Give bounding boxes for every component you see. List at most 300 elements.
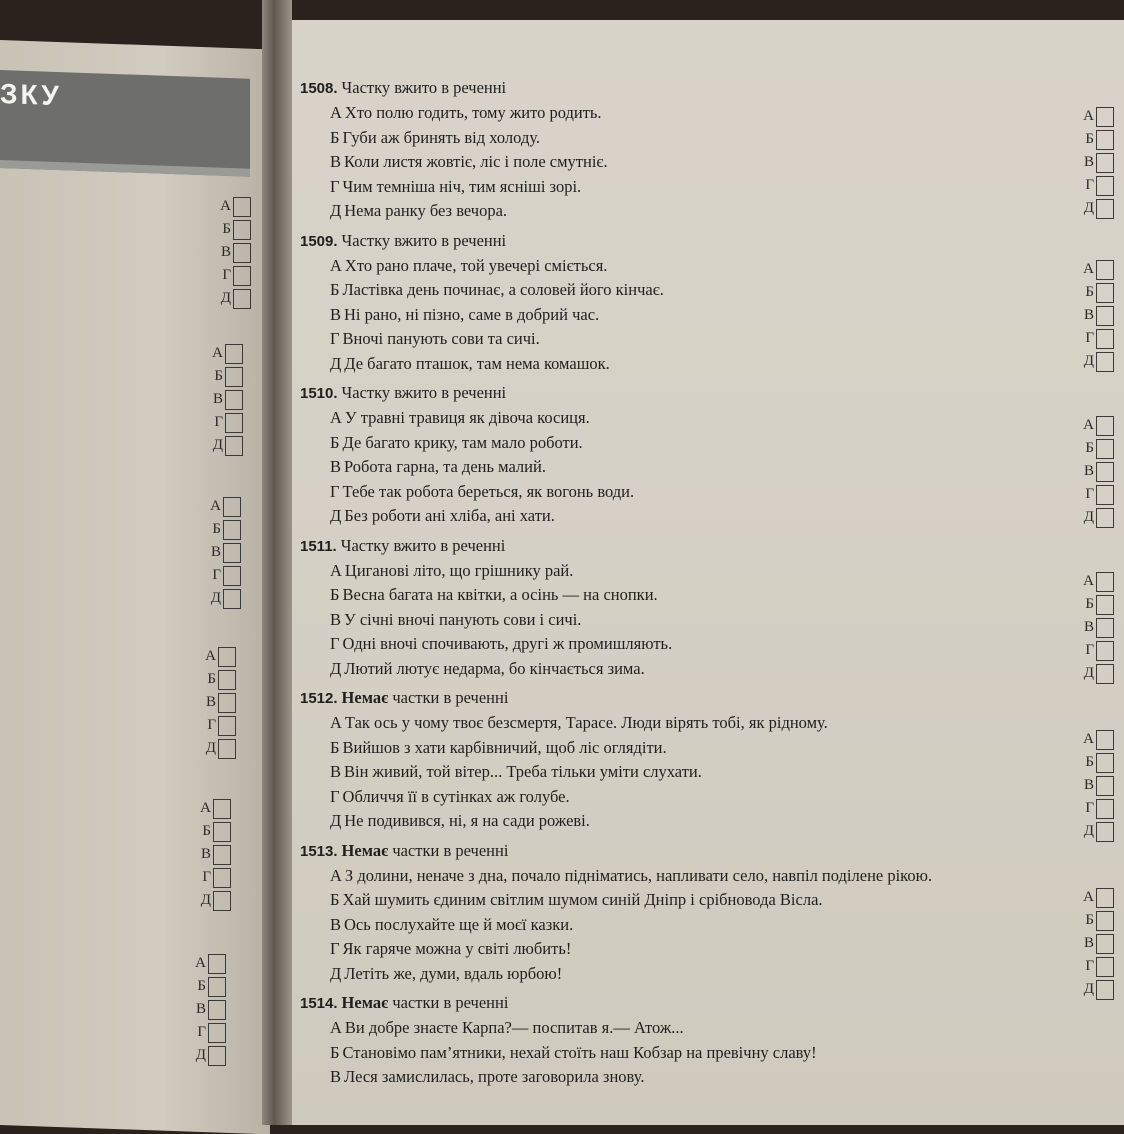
answer-option bbox=[300, 785, 1020, 810]
answer-checkbox[interactable] bbox=[223, 566, 241, 586]
answer-checkbox[interactable] bbox=[1096, 352, 1114, 372]
question-header bbox=[300, 685, 1020, 711]
answer-choice[interactable] bbox=[210, 365, 243, 388]
answer-checkbox[interactable] bbox=[218, 739, 236, 759]
answer-checkbox[interactable] bbox=[218, 716, 236, 736]
option-letter: Б bbox=[330, 127, 340, 147]
answer-choice[interactable] bbox=[218, 195, 251, 218]
answer-choice[interactable] bbox=[193, 998, 226, 1021]
answer-option bbox=[300, 913, 1020, 938]
answer-letter: Д bbox=[1083, 509, 1094, 525]
question-5 bbox=[300, 838, 1020, 987]
answer-letter: Д bbox=[200, 892, 211, 908]
option-letter: В bbox=[330, 914, 342, 934]
answer-checkbox[interactable] bbox=[1096, 957, 1114, 977]
answer-checkbox[interactable] bbox=[1096, 283, 1114, 303]
option-text: Вийшов з хати карбівничий, щоб ліс оглядіти. bbox=[342, 737, 667, 757]
question-number: 1513. bbox=[300, 842, 338, 860]
option-text: Тебе так робота береться, як вогонь води. bbox=[342, 481, 635, 501]
answer-choice[interactable] bbox=[193, 975, 226, 998]
option-text: Нема ранку без вечора. bbox=[344, 201, 508, 220]
option-letter: Г bbox=[330, 481, 340, 501]
answer-choice[interactable] bbox=[210, 388, 243, 411]
answer-choice[interactable] bbox=[208, 518, 241, 541]
answer-checkbox[interactable] bbox=[1096, 641, 1114, 661]
answer-checkbox[interactable] bbox=[1096, 462, 1114, 482]
answer-choice[interactable] bbox=[1078, 955, 1114, 978]
answer-choice[interactable] bbox=[1078, 414, 1114, 437]
answer-checkbox[interactable] bbox=[1096, 753, 1114, 773]
option-text: Він живий, той вітер... Треба тільки уміти слухати. bbox=[344, 762, 702, 781]
answer-checkbox[interactable] bbox=[1096, 416, 1114, 436]
question-title: частки в реченні bbox=[392, 840, 509, 860]
option-text: Ви добре знаєте Карпа?— поспитав я.— Атож... bbox=[344, 1018, 684, 1037]
answer-checkbox[interactable] bbox=[1096, 153, 1114, 173]
answer-choice[interactable] bbox=[1078, 774, 1114, 797]
option-letter: Б bbox=[330, 585, 340, 604]
answer-option bbox=[300, 711, 1020, 736]
answer-choice[interactable] bbox=[198, 797, 231, 820]
answer-choice[interactable] bbox=[1078, 593, 1114, 616]
answer-checkbox[interactable] bbox=[1096, 980, 1114, 1000]
answer-letter: Б bbox=[1085, 131, 1094, 147]
answer-checkbox[interactable] bbox=[225, 436, 243, 456]
answer-letter: Б bbox=[207, 671, 216, 687]
option-text: Летіть же, думи, вдаль юрбою! bbox=[344, 963, 563, 983]
answer-letter: Д bbox=[210, 590, 221, 606]
answer-checkbox[interactable] bbox=[225, 413, 243, 433]
answer-checkbox[interactable] bbox=[1096, 776, 1114, 796]
answer-option bbox=[300, 480, 1020, 505]
option-text: Де багато пташок, там нема комашок. bbox=[344, 353, 610, 373]
option-letter: Г bbox=[330, 786, 340, 806]
answer-choice[interactable] bbox=[1078, 304, 1114, 327]
answer-letter: Б bbox=[214, 368, 223, 384]
answer-letter: А bbox=[1083, 108, 1094, 124]
answer-box-group bbox=[1078, 258, 1114, 373]
answer-choice[interactable] bbox=[203, 691, 236, 714]
answer-option bbox=[300, 809, 1020, 834]
option-letter: А bbox=[330, 1018, 342, 1037]
answer-checkbox[interactable] bbox=[1096, 130, 1114, 150]
answer-option bbox=[300, 736, 1020, 761]
answer-choice[interactable] bbox=[1078, 128, 1114, 151]
answer-letter: Б bbox=[1085, 284, 1094, 300]
answer-choice[interactable] bbox=[1078, 105, 1114, 128]
answer-checkbox[interactable] bbox=[1096, 176, 1114, 196]
answer-letter: Б bbox=[1085, 596, 1094, 612]
answer-choice[interactable] bbox=[1078, 506, 1114, 529]
question-number: 1511. bbox=[300, 537, 337, 555]
answer-checkbox[interactable] bbox=[208, 1046, 226, 1066]
answer-letter: Г bbox=[207, 717, 216, 733]
answer-option bbox=[300, 864, 1020, 889]
option-text: Обличчя її в сутінках аж голубе. bbox=[342, 786, 570, 806]
option-letter: Д bbox=[330, 658, 342, 678]
left-header-text: ЗКУ bbox=[0, 78, 62, 112]
answer-option bbox=[300, 1016, 1020, 1041]
question-title-emphasis: Немає bbox=[341, 993, 389, 1012]
answer-letter: Г bbox=[1085, 800, 1094, 816]
question-header bbox=[300, 75, 1020, 101]
answer-choice[interactable] bbox=[1078, 281, 1114, 304]
answer-option bbox=[300, 583, 1020, 608]
question-title-emphasis: Немає bbox=[341, 840, 389, 860]
answer-letter: В bbox=[1083, 463, 1094, 479]
answer-choice[interactable] bbox=[193, 1044, 226, 1067]
answer-option bbox=[300, 632, 1020, 657]
answer-choice[interactable] bbox=[1078, 350, 1114, 373]
question-4 bbox=[300, 685, 1020, 834]
answer-choice[interactable] bbox=[203, 668, 236, 691]
answer-choice[interactable] bbox=[1078, 978, 1114, 1001]
option-text: Становімо пам’ятники, нехай стоїть наш Кобзар на превічну славу! bbox=[342, 1042, 817, 1062]
answer-option bbox=[300, 962, 1020, 987]
option-text: Хто полю годить, тому жито родить. bbox=[344, 103, 602, 122]
answer-choice[interactable] bbox=[1078, 327, 1114, 350]
option-letter: А bbox=[330, 408, 342, 427]
option-text: Весна багата на квітки, а осінь — на снопки. bbox=[342, 585, 658, 604]
answer-choice[interactable] bbox=[203, 737, 236, 760]
left-page-header bbox=[0, 70, 250, 177]
question-title: частки в реченні bbox=[392, 688, 509, 707]
question-title: Частку вжито в реченні bbox=[340, 535, 506, 555]
answer-box-group bbox=[198, 797, 231, 912]
answer-checkbox[interactable] bbox=[1096, 260, 1114, 280]
answer-letter: Г bbox=[1085, 177, 1094, 193]
answer-letter: Г bbox=[1085, 958, 1094, 974]
answer-letter: Д bbox=[1083, 200, 1094, 216]
answer-letter: А bbox=[1083, 889, 1094, 905]
option-text: Одні вночі спочивають, другі ж промишляють. bbox=[342, 634, 673, 653]
question-header bbox=[300, 990, 1020, 1016]
option-letter: А bbox=[330, 103, 342, 122]
option-letter: В bbox=[330, 762, 342, 781]
option-letter: Б bbox=[330, 737, 340, 757]
answer-box-group bbox=[218, 195, 251, 310]
answer-checkbox[interactable] bbox=[218, 647, 236, 667]
answer-choice[interactable] bbox=[1078, 639, 1114, 662]
answer-letter: А bbox=[195, 955, 206, 971]
answer-option bbox=[300, 1065, 1020, 1090]
option-letter: В bbox=[330, 457, 342, 476]
answer-checkbox[interactable] bbox=[1096, 730, 1114, 750]
answer-choice[interactable] bbox=[1078, 616, 1114, 639]
answer-letter: Д bbox=[1083, 353, 1094, 369]
answer-box-group bbox=[1078, 105, 1114, 220]
option-letter: Д bbox=[330, 811, 342, 830]
answer-letter: Г bbox=[1085, 330, 1094, 346]
answer-checkbox[interactable] bbox=[225, 344, 243, 364]
book-gutter bbox=[262, 0, 292, 1125]
answer-letter: А bbox=[1083, 417, 1094, 433]
option-letter: Д bbox=[330, 963, 342, 983]
question-title: Частку вжито в реченні bbox=[341, 78, 507, 97]
question-title: Частку вжито в реченні bbox=[341, 383, 507, 402]
answer-choice[interactable] bbox=[198, 843, 231, 866]
answer-letter: Б bbox=[1085, 754, 1094, 770]
option-text: У січні вночі панують сови і сичі. bbox=[344, 609, 582, 629]
option-text: Вночі панують сови та сичі. bbox=[342, 329, 540, 348]
answer-checkbox[interactable] bbox=[1096, 107, 1114, 127]
answer-option bbox=[300, 888, 1020, 913]
answer-checkbox[interactable] bbox=[233, 289, 251, 309]
option-text: Де багато крику, там мало роботи. bbox=[342, 432, 583, 452]
answer-choice[interactable] bbox=[1078, 728, 1114, 751]
answer-option bbox=[300, 327, 1020, 352]
answer-checkbox[interactable] bbox=[213, 891, 231, 911]
answer-choice[interactable] bbox=[198, 889, 231, 912]
question-title-emphasis: Немає bbox=[341, 688, 389, 707]
answer-choice[interactable] bbox=[1078, 932, 1114, 955]
answer-letter: Д bbox=[212, 437, 223, 453]
answer-box-group bbox=[210, 342, 243, 457]
answer-checkbox[interactable] bbox=[1096, 799, 1114, 819]
answer-letter: Б bbox=[1085, 440, 1094, 456]
answer-letter: Б bbox=[197, 978, 206, 994]
answer-option bbox=[300, 254, 1020, 279]
answer-choice[interactable] bbox=[1078, 751, 1114, 774]
option-letter: В bbox=[330, 1067, 342, 1086]
question-0 bbox=[300, 75, 1020, 224]
answer-checkbox[interactable] bbox=[223, 589, 241, 609]
answer-letter: А bbox=[1083, 731, 1094, 747]
answer-checkbox[interactable] bbox=[1096, 306, 1114, 326]
answer-option bbox=[300, 608, 1020, 633]
question-number: 1512. bbox=[300, 690, 338, 707]
option-letter: В bbox=[330, 609, 342, 629]
question-header bbox=[300, 228, 1020, 254]
answer-checkbox[interactable] bbox=[225, 367, 243, 387]
answer-choice[interactable] bbox=[210, 411, 243, 434]
option-text: Хай шумить єдиним світлим шумом синій Дніпр і срібновода Вісла. bbox=[342, 890, 823, 909]
answer-checkbox[interactable] bbox=[1096, 888, 1114, 908]
answer-checkbox[interactable] bbox=[1096, 508, 1114, 528]
option-text: Не подивився, ні, я на сади рожеві. bbox=[344, 811, 590, 830]
answer-checkbox[interactable] bbox=[213, 822, 231, 842]
answer-choice[interactable] bbox=[208, 564, 241, 587]
answer-checkbox[interactable] bbox=[233, 243, 251, 263]
answer-choice[interactable] bbox=[198, 866, 231, 889]
answer-checkbox[interactable] bbox=[208, 977, 226, 997]
option-text: У травні травиця як дівоча косиця. bbox=[344, 408, 590, 427]
option-text: З долини, неначе з дна, почало підніматись, напливати село, навпіл поділене рікою. bbox=[344, 865, 933, 885]
option-text: Лютий лютує недарма, бо кінчається зима. bbox=[344, 658, 645, 678]
answer-letter: Г bbox=[202, 869, 211, 885]
answer-checkbox[interactable] bbox=[1096, 595, 1114, 615]
answer-letter: В bbox=[195, 1001, 206, 1017]
answer-box-group bbox=[1078, 414, 1114, 529]
answer-option bbox=[300, 760, 1020, 785]
option-letter: А bbox=[330, 560, 342, 580]
answer-letter: Г bbox=[212, 567, 221, 583]
option-text: Чим темніша ніч, тим ясніші зорі. bbox=[342, 176, 582, 196]
option-text: Без роботи ані хліба, ані хати. bbox=[344, 506, 555, 525]
option-letter: Б bbox=[330, 890, 340, 909]
question-1 bbox=[300, 228, 1020, 377]
answer-checkbox[interactable] bbox=[1096, 485, 1114, 505]
answer-checkbox[interactable] bbox=[213, 868, 231, 888]
answer-choice[interactable] bbox=[1078, 570, 1114, 593]
answer-choice[interactable] bbox=[193, 952, 226, 975]
answer-choice[interactable] bbox=[1078, 797, 1114, 820]
answer-choice[interactable] bbox=[1078, 886, 1114, 909]
answer-choice[interactable] bbox=[1078, 151, 1114, 174]
answer-option bbox=[300, 303, 1020, 328]
question-number: 1510. bbox=[300, 385, 338, 402]
option-text: Так ось у чому твоє безсмертя, Тарасе. Люди вірять тобі, як рідному. bbox=[344, 713, 828, 732]
answer-option bbox=[300, 150, 1020, 175]
answer-checkbox[interactable] bbox=[1096, 439, 1114, 459]
answer-letter: В bbox=[205, 694, 216, 710]
option-letter: Д bbox=[330, 506, 342, 525]
answer-choice[interactable] bbox=[210, 434, 243, 457]
answer-option bbox=[300, 199, 1020, 224]
question-number: 1508. bbox=[300, 80, 338, 97]
answer-checkbox[interactable] bbox=[208, 954, 226, 974]
answer-choice[interactable] bbox=[1078, 662, 1114, 685]
question-list bbox=[300, 75, 1020, 1094]
answer-option bbox=[300, 1041, 1020, 1066]
answer-letter: А bbox=[1083, 261, 1094, 277]
answer-letter: Д bbox=[220, 290, 231, 306]
question-title: частки в реченні bbox=[392, 993, 509, 1012]
answer-option bbox=[300, 504, 1020, 529]
answer-option bbox=[300, 278, 1020, 303]
answer-option bbox=[300, 175, 1020, 200]
option-text: Леся замислилась, проте заговорила знову. bbox=[344, 1067, 645, 1086]
answer-letter: В bbox=[1083, 935, 1094, 951]
answer-choice[interactable] bbox=[1078, 483, 1114, 506]
answer-checkbox[interactable] bbox=[233, 220, 251, 240]
answer-option bbox=[300, 657, 1020, 682]
answer-letter: Д bbox=[1083, 981, 1094, 997]
answer-option bbox=[300, 455, 1020, 480]
answer-checkbox[interactable] bbox=[1096, 664, 1114, 684]
answer-letter: А bbox=[205, 648, 216, 664]
answer-checkbox[interactable] bbox=[223, 543, 241, 563]
answer-checkbox[interactable] bbox=[233, 266, 251, 286]
answer-letter: Г bbox=[222, 267, 231, 283]
answer-checkbox[interactable] bbox=[225, 390, 243, 410]
answer-letter: В bbox=[210, 544, 221, 560]
answer-option bbox=[300, 352, 1020, 377]
answer-letter: А bbox=[1083, 573, 1094, 589]
answer-checkbox[interactable] bbox=[223, 497, 241, 517]
option-letter: В bbox=[330, 304, 342, 324]
answer-letter: А bbox=[220, 198, 231, 214]
option-letter: Б bbox=[330, 280, 340, 299]
answer-choice[interactable] bbox=[208, 541, 241, 564]
answer-choice[interactable] bbox=[218, 287, 251, 310]
answer-choice[interactable] bbox=[1078, 437, 1114, 460]
answer-checkbox[interactable] bbox=[233, 197, 251, 217]
answer-box-group bbox=[208, 495, 241, 610]
answer-letter: Б bbox=[202, 823, 211, 839]
answer-letter: Д bbox=[205, 740, 216, 756]
question-2 bbox=[300, 380, 1020, 529]
answer-choice[interactable] bbox=[210, 342, 243, 365]
answer-checkbox[interactable] bbox=[208, 1023, 226, 1043]
answer-checkbox[interactable] bbox=[1096, 822, 1114, 842]
answer-choice[interactable] bbox=[1078, 197, 1114, 220]
answer-choice[interactable] bbox=[1078, 909, 1114, 932]
answer-choice[interactable] bbox=[1078, 258, 1114, 281]
answer-option bbox=[300, 126, 1020, 151]
option-text: Циганові літо, що грішнику рай. bbox=[344, 560, 574, 580]
answer-letter: Б bbox=[222, 221, 231, 237]
answer-choice[interactable] bbox=[198, 820, 231, 843]
question-6 bbox=[300, 990, 1020, 1090]
answer-letter: Г bbox=[197, 1024, 206, 1040]
option-text: Коли листя жовтіє, ліс і поле смутніє. bbox=[344, 152, 608, 171]
option-letter: А bbox=[330, 713, 342, 732]
answer-checkbox[interactable] bbox=[208, 1000, 226, 1020]
answer-checkbox[interactable] bbox=[1096, 911, 1114, 931]
answer-choice[interactable] bbox=[1078, 820, 1114, 843]
answer-checkbox[interactable] bbox=[218, 670, 236, 690]
answer-choice[interactable] bbox=[1078, 174, 1114, 197]
answer-checkbox[interactable] bbox=[213, 845, 231, 865]
answer-letter: Г bbox=[214, 414, 223, 430]
option-letter: Д bbox=[330, 353, 342, 373]
answer-box-group bbox=[203, 645, 236, 760]
answer-box-group bbox=[1078, 570, 1114, 685]
answer-checkbox[interactable] bbox=[213, 799, 231, 819]
answer-checkbox[interactable] bbox=[1096, 618, 1114, 638]
answer-box-group bbox=[1078, 728, 1114, 843]
answer-option bbox=[300, 937, 1020, 962]
answer-checkbox[interactable] bbox=[1096, 199, 1114, 219]
answer-checkbox[interactable] bbox=[218, 693, 236, 713]
answer-letter: В bbox=[1083, 307, 1094, 323]
answer-letter: Г bbox=[1085, 486, 1094, 502]
question-3 bbox=[300, 533, 1020, 682]
question-header bbox=[300, 380, 1020, 406]
answer-checkbox[interactable] bbox=[1096, 934, 1114, 954]
answer-letter: А bbox=[212, 345, 223, 361]
option-letter: Г bbox=[330, 939, 340, 958]
answer-choice[interactable] bbox=[208, 587, 241, 610]
answer-letter: В bbox=[1083, 777, 1094, 793]
answer-choice[interactable] bbox=[203, 645, 236, 668]
option-text: Ось послухайте ще й моєї казки. bbox=[344, 914, 574, 934]
answer-checkbox[interactable] bbox=[1096, 329, 1114, 349]
answer-letter: Б bbox=[1085, 912, 1094, 928]
option-letter: Г bbox=[330, 176, 340, 196]
answer-letter: В bbox=[212, 391, 223, 407]
option-letter: А bbox=[330, 865, 342, 885]
answer-choice[interactable] bbox=[193, 1021, 226, 1044]
option-text: Хто рано плаче, той увечері сміється. bbox=[344, 255, 608, 275]
answer-choice[interactable] bbox=[1078, 460, 1114, 483]
answer-choice[interactable] bbox=[208, 495, 241, 518]
answer-letter: Д bbox=[1083, 823, 1094, 839]
option-letter: Б bbox=[330, 432, 340, 452]
answer-letter: В bbox=[200, 846, 211, 862]
answer-choice[interactable] bbox=[218, 264, 251, 287]
option-letter: Г bbox=[330, 329, 340, 348]
answer-choice[interactable] bbox=[218, 218, 251, 241]
answer-letter: Г bbox=[1085, 642, 1094, 658]
answer-choice[interactable] bbox=[203, 714, 236, 737]
answer-checkbox[interactable] bbox=[1096, 572, 1114, 592]
answer-choice[interactable] bbox=[218, 241, 251, 264]
answer-option bbox=[300, 431, 1020, 456]
answer-letter: Д bbox=[195, 1047, 206, 1063]
answer-letter: А bbox=[210, 498, 221, 514]
answer-checkbox[interactable] bbox=[223, 520, 241, 540]
